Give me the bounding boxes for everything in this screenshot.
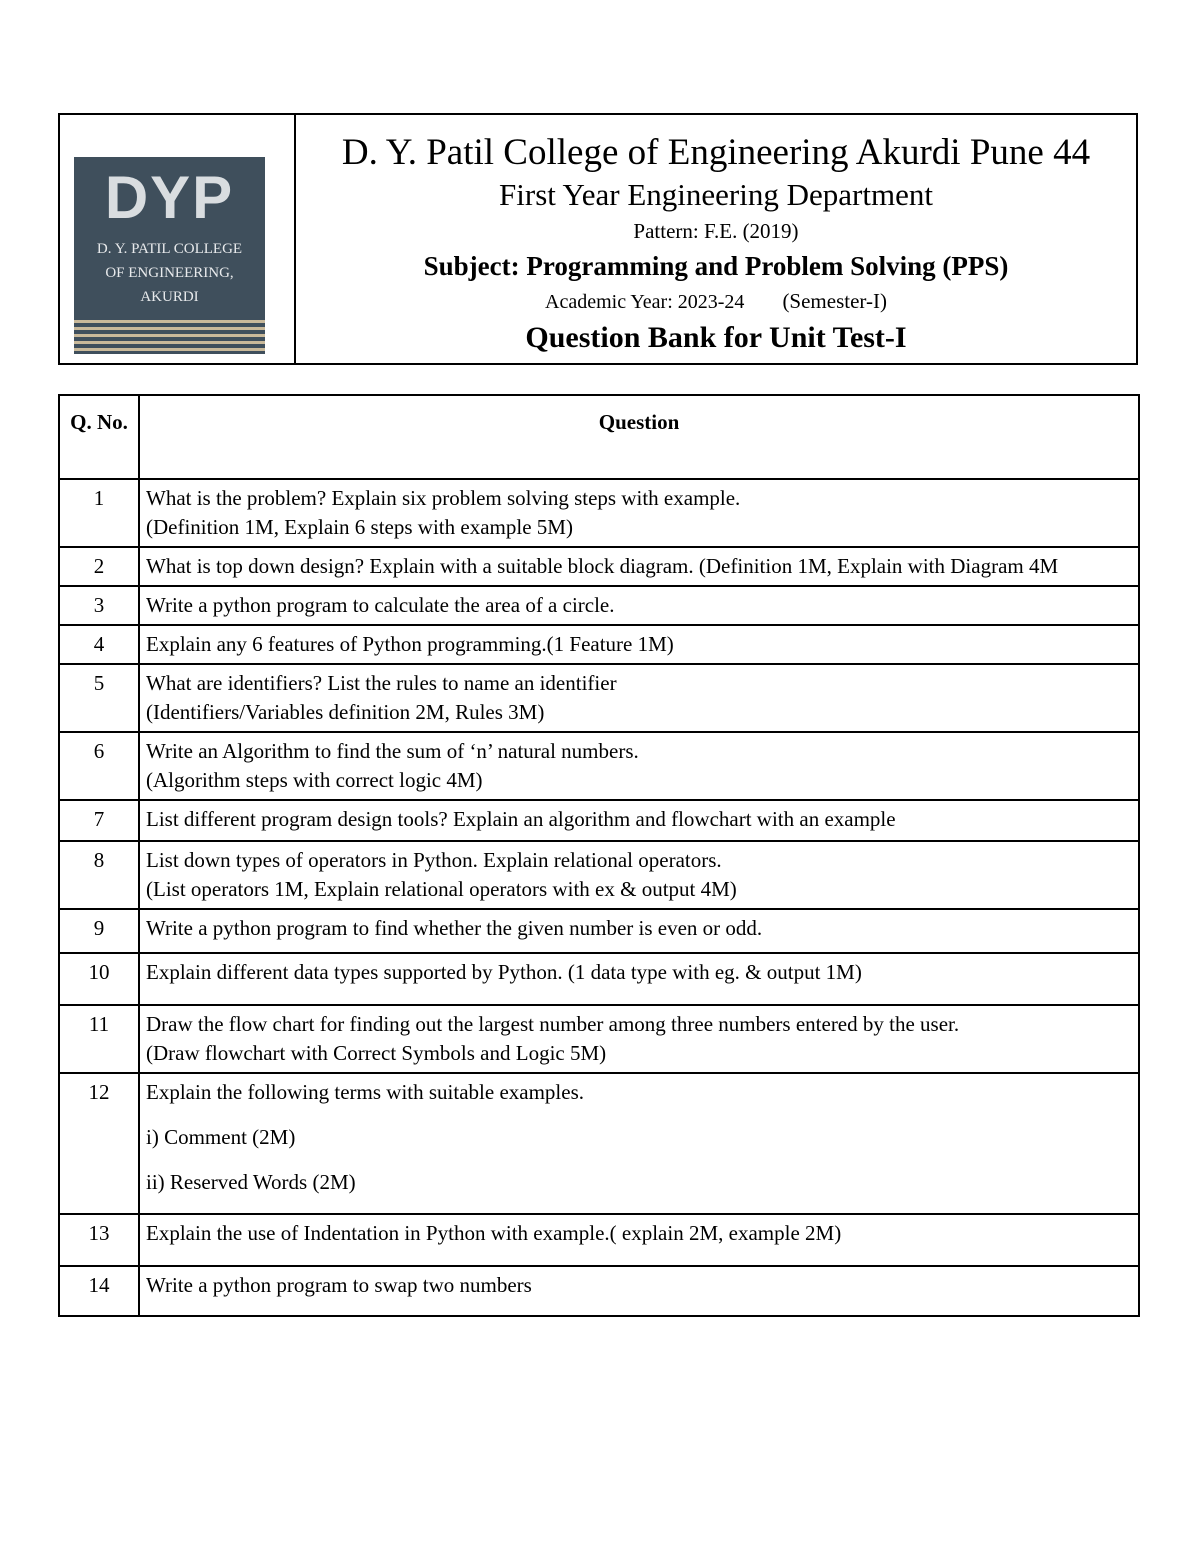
pattern-label: Pattern: F.E. (2019)	[633, 219, 799, 243]
question-line: Explain the following terms with suitable examples.	[146, 1080, 584, 1104]
table-row	[59, 841, 1139, 909]
table-row	[59, 664, 1139, 732]
question-text	[139, 953, 1139, 1005]
question-line: Write a python program to find whether the given number is even or odd.	[146, 916, 763, 940]
question-line: (Identifiers/Variables definition 2M, Rules 3M)	[146, 700, 545, 724]
table-row	[59, 909, 1139, 953]
table-row	[59, 800, 1139, 841]
column-header-no: Q. No.	[59, 395, 139, 479]
table-row	[59, 547, 1139, 586]
question-line: Draw the flow chart for finding out the largest number among three numbers entered by the user.	[146, 1012, 960, 1036]
college-logo	[74, 157, 265, 354]
table-row	[59, 953, 1139, 1005]
question-number: 10	[59, 953, 139, 1005]
table-row	[59, 1266, 1139, 1316]
question-number: 2	[59, 547, 139, 586]
question-text	[139, 732, 1139, 800]
logo-stripes	[74, 316, 265, 354]
question-text	[139, 1266, 1139, 1316]
question-text	[139, 909, 1139, 953]
question-number: 13	[59, 1214, 139, 1266]
academic-year-line	[296, 285, 1136, 318]
academic-year: Academic Year: 2023-24	[545, 291, 745, 313]
question-number: 1	[59, 479, 139, 547]
question-text	[139, 479, 1139, 547]
table-row	[59, 1005, 1139, 1073]
question-text	[139, 1214, 1139, 1266]
document-title: Question Bank for Unit Test-I	[525, 321, 907, 354]
question-text	[139, 841, 1139, 909]
table-row	[59, 732, 1139, 800]
document-header	[58, 113, 1138, 365]
table-row	[59, 479, 1139, 547]
logo-text-line: AKURDI	[140, 289, 199, 305]
subject-title: Subject: Programming and Problem Solving (PPS)	[423, 251, 1009, 281]
question-line: What are identifiers? List the rules to name an identifier	[146, 671, 617, 695]
question-number: 7	[59, 800, 139, 841]
question-line: List different program design tools? Explain an algorithm and flowchart with an example	[146, 807, 896, 831]
question-number: 12	[59, 1073, 139, 1214]
question-line: Explain the use of Indentation in Python with example.( explain 2M, example 2M)	[146, 1221, 842, 1245]
logo-text-line: D. Y. PATIL COLLEGE	[96, 241, 243, 257]
question-line: What is top down design? Explain with a suitable block diagram. (Definition 1M, Explain with Diagram 4M	[146, 554, 1059, 578]
question-number: 14	[59, 1266, 139, 1316]
semester: (Semester-I)	[782, 289, 887, 313]
question-number: 4	[59, 625, 139, 664]
question-line: Explain any 6 features of Python programming.(1 Feature 1M)	[146, 632, 674, 656]
table-row	[59, 586, 1139, 625]
question-text	[139, 1005, 1139, 1073]
question-table	[58, 394, 1140, 1317]
question-line: List down types of operators in Python. Explain relational operators.	[146, 848, 722, 872]
question-line: Explain different data types supported by Python. (1 data type with eg. & output 1M)	[146, 960, 862, 984]
question-line: (Draw flowchart with Correct Symbols and Logic 5M)	[146, 1041, 607, 1065]
logo-mark: DYP	[104, 164, 235, 231]
question-sub-item: ii) Reserved Words (2M)	[146, 1170, 356, 1194]
question-line: Write a python program to swap two numbers	[146, 1273, 532, 1297]
question-sub-item: i) Comment (2M)	[146, 1125, 296, 1149]
question-text	[139, 800, 1139, 841]
question-number: 3	[59, 586, 139, 625]
question-line: (Definition 1M, Explain 6 steps with example 5M)	[146, 515, 573, 539]
table-row	[59, 1214, 1139, 1266]
question-number: 8	[59, 841, 139, 909]
logo-cell	[60, 115, 296, 363]
question-number: 5	[59, 664, 139, 732]
question-text	[139, 1073, 1139, 1214]
table-row	[59, 1073, 1139, 1214]
question-text	[139, 547, 1139, 586]
question-text	[139, 625, 1139, 664]
column-header-question: Question	[139, 395, 1139, 479]
table-row	[59, 625, 1139, 664]
question-line: (Algorithm steps with correct logic 4M)	[146, 768, 483, 792]
department-name: First Year Engineering Department	[499, 177, 933, 212]
question-line: Write a python program to calculate the area of a circle.	[146, 593, 615, 617]
title-cell	[296, 115, 1136, 363]
question-text	[139, 664, 1139, 732]
question-line: (List operators 1M, Explain relational operators with ex & output 4M)	[146, 877, 737, 901]
college-name: D. Y. Patil College of Engineering Akurdi Pune 44	[341, 132, 1091, 173]
logo-text-line: OF ENGINEERING,	[105, 265, 234, 281]
logo-text	[74, 237, 265, 309]
question-line: Write an Algorithm to find the sum of ‘n’ natural numbers.	[146, 739, 639, 763]
table-header-row	[59, 395, 1139, 479]
question-number: 11	[59, 1005, 139, 1073]
question-number: 9	[59, 909, 139, 953]
question-text	[139, 586, 1139, 625]
question-line: What is the problem? Explain six problem solving steps with example.	[146, 486, 741, 510]
question-number: 6	[59, 732, 139, 800]
